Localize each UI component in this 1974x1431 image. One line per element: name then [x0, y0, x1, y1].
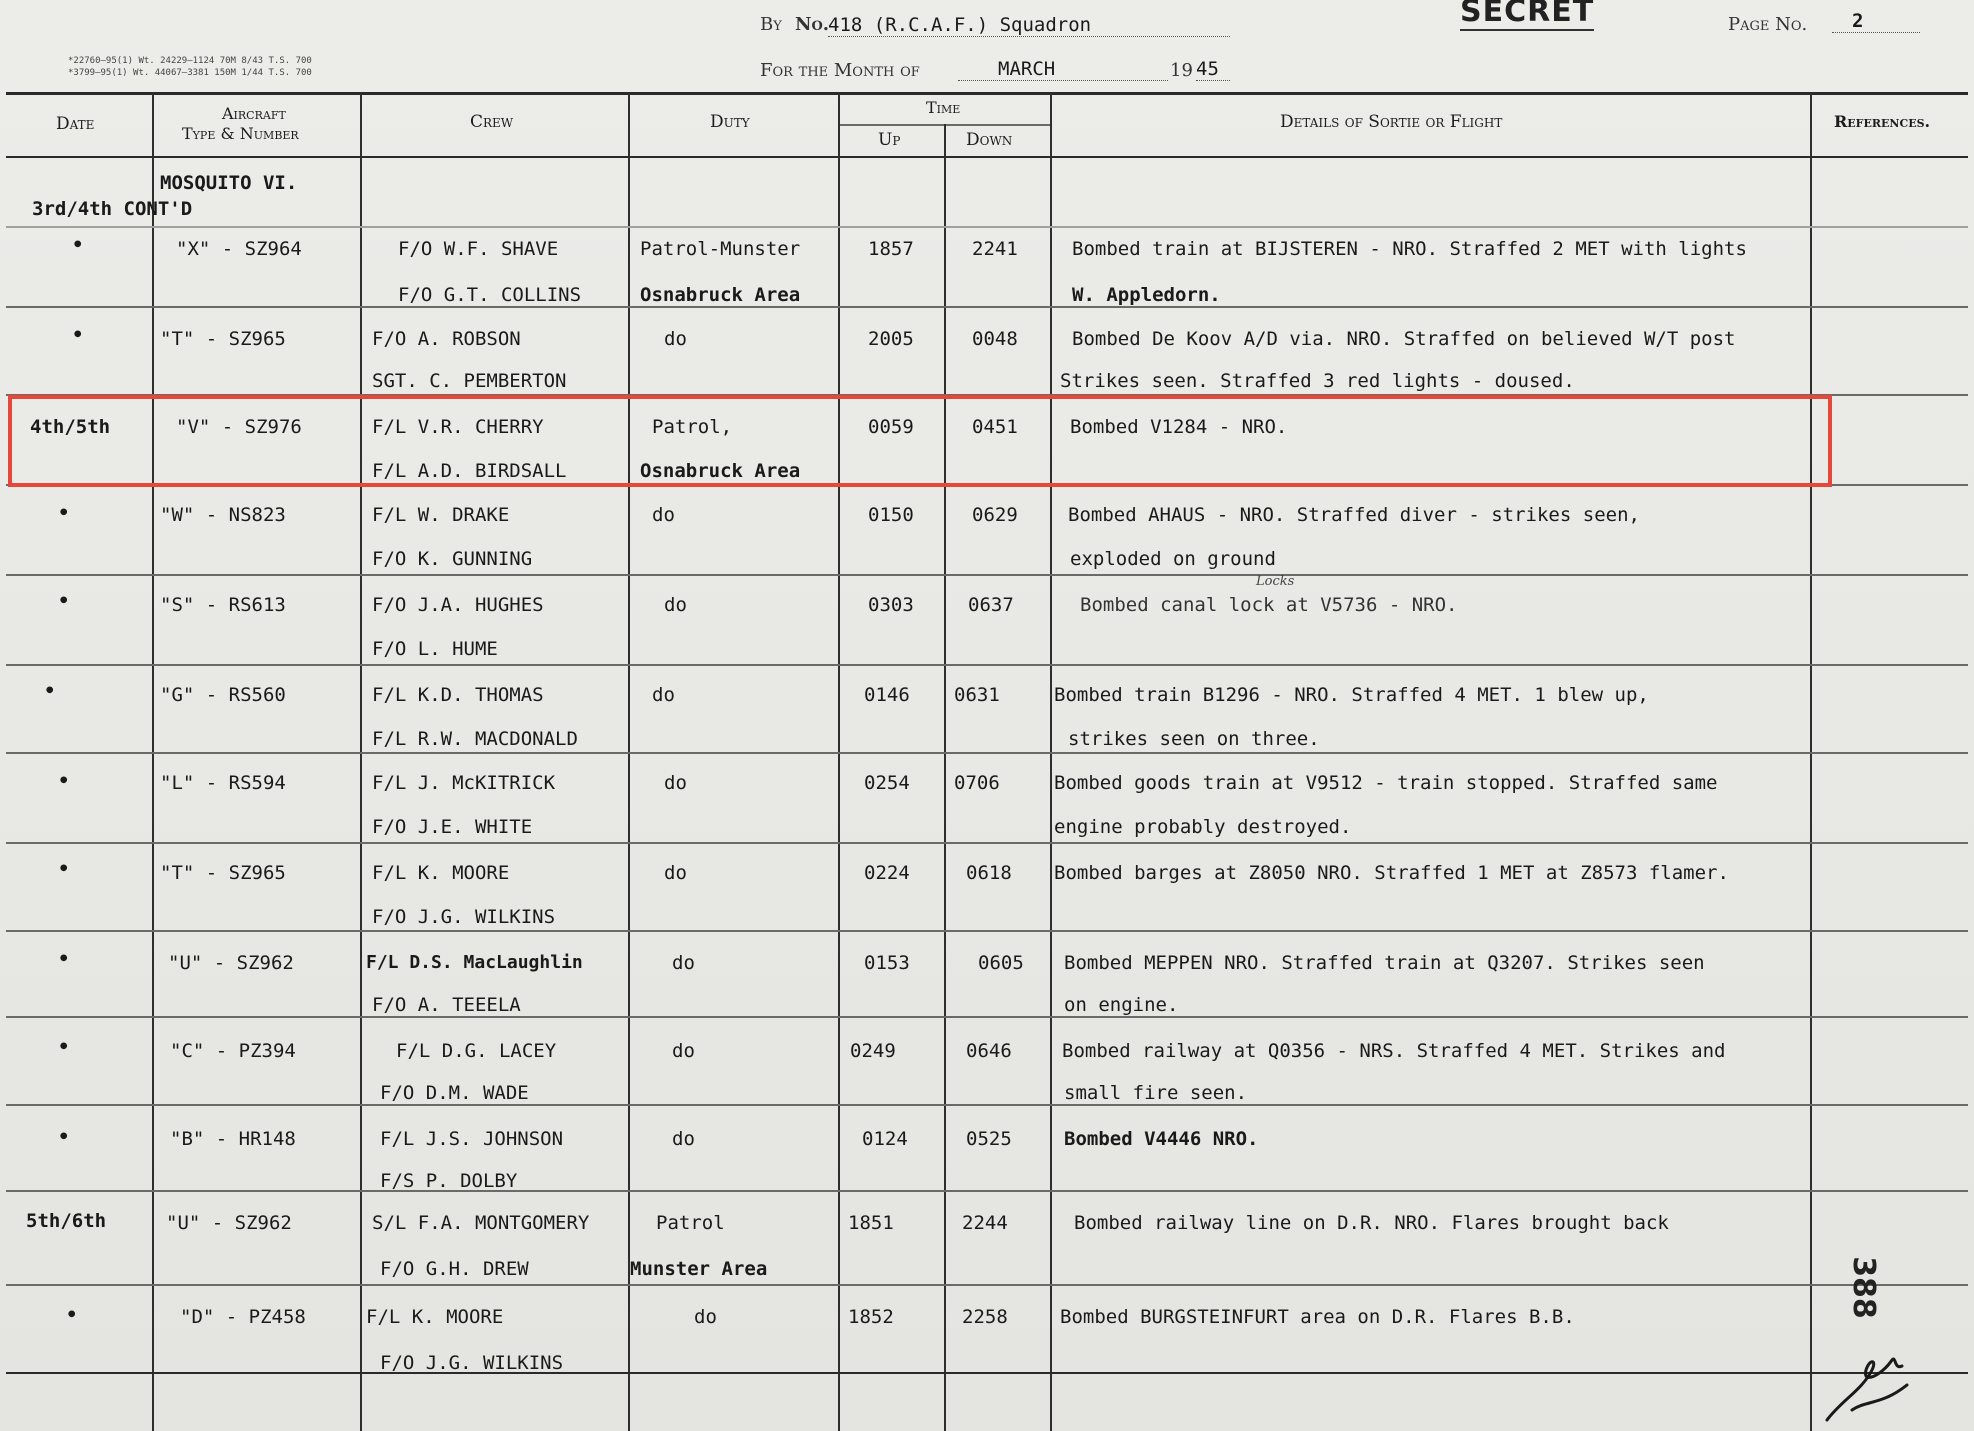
- table-bottom-rule: [6, 1372, 1968, 1374]
- row-details-cont: small fire seen.: [1064, 1082, 1248, 1104]
- row-crew-navigator: F/O J.G. WILKINS: [372, 906, 556, 928]
- row-details: Bombed De Koov A/D via. NRO. Straffed on believed W/T post: [1072, 328, 1736, 350]
- row-crew-navigator: F/O J.E. WHITE: [372, 816, 533, 838]
- row-duty-area: Osnabruck Area: [640, 284, 801, 306]
- row-date: 4th/5th: [30, 416, 111, 438]
- row-crew-pilot: F/O J.A. HUGHES: [372, 594, 544, 616]
- page-number: 2: [1832, 10, 1920, 33]
- row-duty: do: [694, 1306, 717, 1328]
- row-crew-navigator: F/O K. GUNNING: [372, 548, 533, 570]
- row-time-up: 2005: [868, 328, 914, 350]
- year-value: 45: [1196, 58, 1230, 81]
- row-duty: do: [652, 684, 675, 706]
- squadron-field: [828, 14, 1230, 37]
- row-time-down: 0637: [968, 594, 1014, 616]
- form-code-2: *3799—95(1) Wt. 44067—3381 150M 1/44 T.S. 700: [68, 68, 312, 78]
- row-details-cont: W. Appledorn.: [1072, 284, 1221, 306]
- row-date: •: [58, 948, 70, 970]
- row-details: Bombed V4446 NRO.: [1064, 1128, 1259, 1150]
- table-top-rule: [6, 92, 1968, 95]
- form-code-1: *22760—95(1) Wt. 24229—1124 70M 8/43 T.S. 700: [68, 56, 312, 66]
- row-date: 5th/6th: [26, 1210, 107, 1232]
- row-time-up: 0153: [864, 952, 910, 974]
- row-duty: do: [664, 862, 687, 884]
- row-crew-pilot: F/L K. MOORE: [372, 862, 510, 884]
- row-time-down: 2241: [972, 238, 1018, 260]
- row-crew-pilot: F/O W.F. SHAVE: [398, 238, 559, 260]
- row-details: Bombed BURGSTEINFURT area on D.R. Flares B.B.: [1060, 1306, 1575, 1328]
- col-header-details: Details of Sortie or Flight: [1280, 112, 1503, 132]
- row-crew-navigator: F/O L. HUME: [372, 638, 498, 660]
- row-time-down: 0451: [972, 416, 1018, 438]
- row-crew-pilot: F/L D.G. LACEY: [396, 1040, 557, 1062]
- row-aircraft: "C" - PZ394: [170, 1040, 296, 1062]
- col-header-time: Time: [926, 98, 961, 117]
- row-details: Bombed barges at Z8050 NRO. Straffed 1 MET at Z8573 flamer.: [1054, 862, 1729, 884]
- col-header-type-number: Type & Number: [182, 124, 299, 143]
- row-crew-navigator: F/O A. TEEELA: [372, 994, 521, 1016]
- col-divider-date: [152, 92, 154, 1431]
- row-separator: [6, 1016, 1968, 1018]
- aircraft-type-label: MOSQUITO VI.: [160, 172, 298, 194]
- col-divider-details: [1810, 92, 1812, 1431]
- row-duty: do: [652, 504, 675, 526]
- row-duty: do: [664, 772, 687, 794]
- row-details-cont: exploded on ground: [1070, 548, 1276, 570]
- row-separator: [6, 1190, 1968, 1192]
- row-time-up: 1852: [848, 1306, 894, 1328]
- row-aircraft: "U" - SZ962: [168, 952, 294, 974]
- row-duty-area: Osnabruck Area: [640, 460, 801, 482]
- row-time-up: 0150: [868, 504, 914, 526]
- row-date: •: [72, 324, 84, 346]
- row-duty: do: [672, 1128, 695, 1150]
- row-time-up: 1851: [848, 1212, 894, 1234]
- row-crew-pilot: F/L K.D. THOMAS: [372, 684, 544, 706]
- row-duty: do: [664, 594, 687, 616]
- row-details-cont: Strikes seen. Straffed 3 red lights - doused.: [1060, 370, 1575, 392]
- row-time-down: 0631: [954, 684, 1000, 706]
- row-crew-pilot: F/L V.R. CHERRY: [372, 416, 544, 438]
- col-header-date: Date: [56, 114, 95, 134]
- year-prefix: 19: [1170, 60, 1193, 81]
- row-separator: [6, 930, 1968, 932]
- row-date: •: [66, 1304, 78, 1326]
- row-time-down: 2258: [962, 1306, 1008, 1328]
- row-aircraft: "X" - SZ964: [176, 238, 302, 260]
- row-details: Bombed goods train at V9512 - train stopped. Straffed same: [1054, 772, 1718, 794]
- archive-stamp-number: 388: [1845, 1256, 1881, 1319]
- row-details: Bombed railway at Q0356 - NRS. Straffed 4 MET. Strikes and: [1062, 1040, 1726, 1062]
- row-time-down: 0706: [954, 772, 1000, 794]
- row-date: •: [58, 1036, 70, 1058]
- row-crew-navigator: F/O G.H. DREW: [380, 1258, 529, 1280]
- row-duty: do: [672, 1040, 695, 1062]
- row-details-cont: engine probably destroyed.: [1054, 816, 1352, 838]
- row-time-down: 0048: [972, 328, 1018, 350]
- row-separator: [6, 226, 1968, 228]
- row-aircraft: "S" - RS613: [160, 594, 286, 616]
- row-time-up: 0303: [868, 594, 914, 616]
- row-date: •: [58, 770, 70, 792]
- row-crew-navigator: F/L R.W. MACDONALD: [372, 728, 578, 750]
- col-header-down: Down: [966, 130, 1013, 150]
- row-time-up: 0254: [864, 772, 910, 794]
- row-crew-navigator: F/O D.M. WADE: [380, 1082, 529, 1104]
- squadron-word: Squadron: [999, 14, 1092, 36]
- row-aircraft: "T" - SZ965: [160, 328, 286, 350]
- page-label: Page No.: [1728, 14, 1808, 35]
- row-details: Bombed train at BIJSTEREN - NRO. Straffed 2 MET with lights: [1072, 238, 1747, 260]
- row-duty: Patrol: [656, 1212, 725, 1234]
- month-label: For the Month of: [760, 60, 920, 81]
- squadron-number: 418 (R.C.A.F.): [828, 14, 989, 36]
- row-crew-pilot: F/L K. MOORE: [366, 1306, 504, 1328]
- row-separator: [6, 306, 1968, 308]
- row-time-up: 0224: [864, 862, 910, 884]
- row-time-up: 0249: [850, 1040, 896, 1062]
- row-time-up: 0146: [864, 684, 910, 706]
- row-time-up: 0059: [868, 416, 914, 438]
- highlight-box: [8, 395, 1832, 487]
- row-aircraft: "L" - RS594: [160, 772, 286, 794]
- row-date: •: [72, 234, 84, 256]
- row-details-cont: strikes seen on three.: [1068, 728, 1320, 750]
- row-aircraft: "B" - HR148: [170, 1128, 296, 1150]
- col-header-crew: Crew: [470, 112, 514, 132]
- row-details: Bombed train B1296 - NRO. Straffed 4 MET. 1 blew up,: [1054, 684, 1649, 706]
- no-label: No.: [795, 14, 830, 35]
- row-date: •: [58, 590, 70, 612]
- row-crew-pilot: F/L J.S. JOHNSON: [380, 1128, 564, 1150]
- row-time-down: 0618: [966, 862, 1012, 884]
- row-separator: [6, 664, 1968, 666]
- row-crew-pilot: F/L W. DRAKE: [372, 504, 510, 526]
- row-details: Bombed canal lock at V5736 - NRO.: [1080, 594, 1458, 616]
- row-aircraft: "D" - PZ458: [180, 1306, 306, 1328]
- col-header-aircraft: Aircraft: [222, 104, 286, 123]
- row-aircraft: "G" - RS560: [160, 684, 286, 706]
- row-crew-navigator: SGT. C. PEMBERTON: [372, 370, 567, 392]
- row-crew-pilot: F/L J. McKITRICK: [372, 772, 556, 794]
- col-divider-crew: [628, 92, 630, 1431]
- col-header-references: References.: [1834, 112, 1931, 131]
- row-time-up: 0124: [862, 1128, 908, 1150]
- row-crew-navigator: F/L A.D. BIRDSALL: [372, 460, 567, 482]
- row-crew-pilot: F/L D.S. MacLaughlin: [366, 952, 583, 973]
- row-duty: Patrol-Munster: [640, 238, 801, 260]
- row-separator: [6, 574, 1968, 576]
- row-crew-pilot: S/L F.A. MONTGOMERY: [372, 1212, 590, 1234]
- row-details-cont: on engine.: [1064, 994, 1179, 1016]
- col-divider-up: [944, 124, 946, 1431]
- col-divider-duty: [838, 92, 840, 1431]
- col-divider-aircraft: [360, 92, 362, 1431]
- month-value: MARCH: [958, 58, 1168, 81]
- row-details: Bombed MEPPEN NRO. Straffed train at Q3207. Strikes seen: [1064, 952, 1705, 974]
- row-aircraft: "V" - SZ976: [176, 416, 302, 438]
- row-time-down: 0605: [978, 952, 1024, 974]
- row-crew-navigator: F/O J.G. WILKINS: [380, 1352, 564, 1374]
- row-time-down: 0525: [966, 1128, 1012, 1150]
- row-time-down: 2244: [962, 1212, 1008, 1234]
- row-aircraft: "U" - SZ962: [166, 1212, 292, 1234]
- handwritten-annotation: Locks: [1256, 574, 1295, 589]
- row-date: •: [58, 502, 70, 524]
- signature-mark: [1822, 1330, 1912, 1430]
- col-header-up: Up: [878, 130, 901, 150]
- row-crew-navigator: F/S P. DOLBY: [380, 1170, 518, 1192]
- row-date: •: [44, 680, 56, 702]
- row-duty: Patrol,: [652, 416, 733, 438]
- row-time-up: 1857: [868, 238, 914, 260]
- row-time-down: 0629: [972, 504, 1018, 526]
- row-time-down: 0646: [966, 1040, 1012, 1062]
- col-divider-down: [1050, 92, 1052, 1431]
- row-duty-area: Munster Area: [630, 1258, 768, 1280]
- row-details: Bombed V1284 - NRO.: [1070, 416, 1288, 438]
- row-details: Bombed railway line on D.R. NRO. Flares brought back: [1074, 1212, 1669, 1234]
- row-date: •: [58, 1126, 70, 1148]
- row-crew-navigator: F/O G.T. COLLINS: [398, 284, 582, 306]
- row-duty: do: [664, 328, 687, 350]
- row-crew-pilot: F/O A. ROBSON: [372, 328, 521, 350]
- row-details: Bombed AHAUS - NRO. Straffed diver - strikes seen,: [1068, 504, 1640, 526]
- by-label: By: [760, 14, 782, 35]
- row-separator: [6, 1104, 1968, 1106]
- row-separator: [6, 752, 1968, 754]
- row-aircraft: "W" - NS823: [160, 504, 286, 526]
- header-bottom-rule: [6, 156, 1968, 158]
- continued-date-label: 3rd/4th CONT'D: [32, 198, 193, 220]
- row-duty: do: [672, 952, 695, 974]
- row-date: •: [58, 858, 70, 880]
- classification-label: SECRET: [1460, 0, 1594, 31]
- time-header-divider: [840, 124, 1052, 126]
- row-separator: [6, 1284, 1968, 1286]
- col-header-duty: Duty: [710, 112, 750, 132]
- row-aircraft: "T" - SZ965: [160, 862, 286, 884]
- row-separator: [6, 842, 1968, 844]
